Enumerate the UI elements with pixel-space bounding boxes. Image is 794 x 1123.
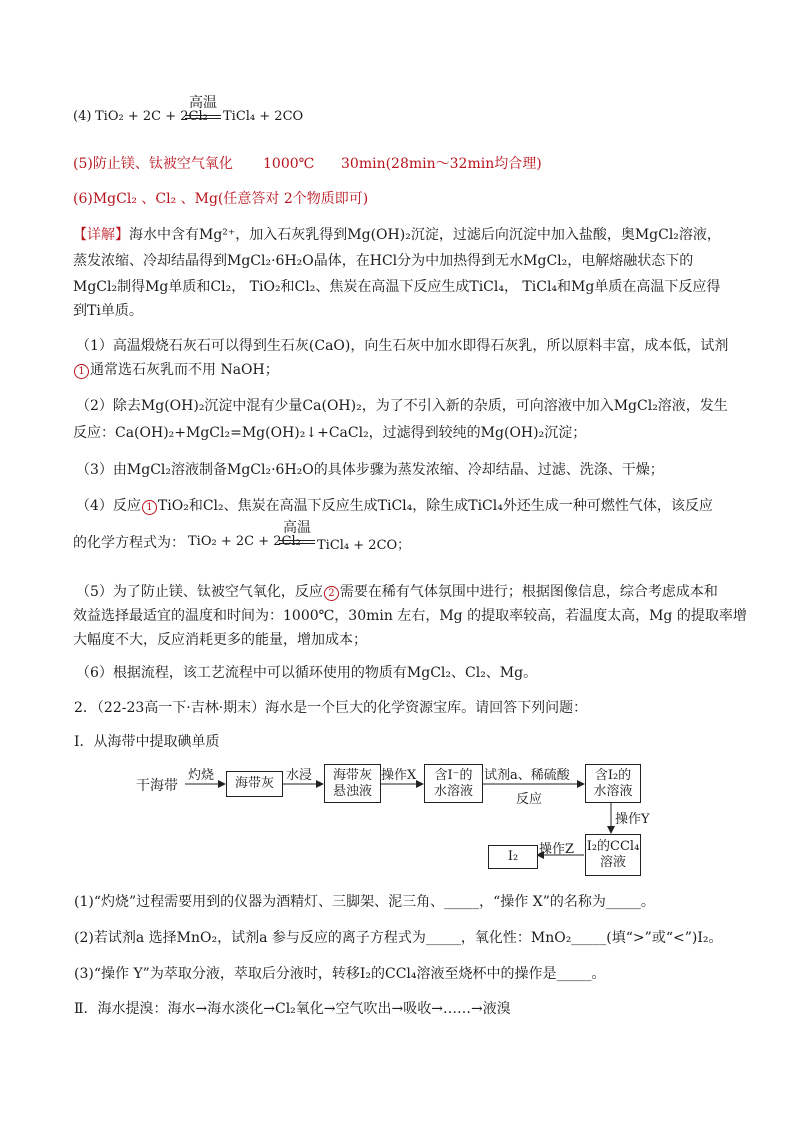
detail-text-1: 海水中含有Mg²⁺，加入石灰乳得到Mg(OH)₂沉淀，过滤后向沉淀中加入盐酸，奥MgCl₂溶液，: [129, 227, 721, 243]
flow-box-1-text: 海带灰: [234, 776, 274, 791]
flow-box-6-text: I₂: [507, 849, 519, 864]
explain-3: （3）由MgCl₂溶液制备MgCl₂·6H₂O的具体步骤为蒸发浓缩、冷却结晶、过滤、洗涤、干燥；: [76, 462, 664, 478]
detail-line-3: MgCl₂制得Mg单质和Cl₂， TiO₂和Cl₂、焦炭在高温下反应生成TiCl₄， TiCl₄和Mg单质在高温下反应得: [73, 279, 721, 295]
flow-arrow-label-2: 水浸: [286, 768, 313, 783]
flow-box-5-line-1: I₂的CCl₄: [586, 839, 640, 854]
flow-box-4-line-1: 含I₂的: [594, 767, 632, 783]
explain-6: （6）根据流程，该工艺流程中可以循环使用的物质有MgCl₂、Cl₂、Mg。: [76, 665, 538, 681]
answer-4-condition: 高温: [189, 95, 217, 111]
flow-box-4: [585, 764, 641, 803]
explain-5-line-3: 大幅度不大，反应消耗更多的能量，增加成本；: [73, 632, 367, 648]
flow-box-3-line-1: 含I⁻的: [434, 767, 473, 783]
explain-4-b: TiO₂和Cl₂、焦炭在高温下反应生成TiCl₄，除生成TiCl₄外还生成一种可燃性气体，该反应: [157, 498, 713, 514]
explain-4-a: （4）反应: [76, 498, 141, 514]
explain-4-right: TiCl₄ + 2CO；: [317, 538, 411, 553]
answer-5-b: 1000℃: [263, 156, 315, 172]
flow-box-5-line-2: 溶液: [599, 855, 626, 870]
explain-4-left: TiO₂ + 2C + 2Cl₂: [188, 534, 301, 549]
explain-5-b: 需要在稀有气体氛围中进行；根据图像信息，综合考虑成本和: [339, 584, 718, 600]
detail-line-4: 到Ti单质。: [73, 303, 143, 319]
flow-box-3: [424, 764, 483, 803]
flow-box-6: [488, 845, 538, 869]
detail-line-2: 蒸发浓缩、冷却结晶得到MgCl₂·6H₂O晶体，在HCl分为中加热得到无水MgCl₂，电解熔融状态下的: [73, 253, 694, 269]
detail-tag: 【详解】: [73, 227, 129, 243]
explain-1-line-1: （1）高温煅烧石灰石可以得到生石灰(CaO)，向生石灰中加水即得石灰乳，所以原料丰富，成本低，试剂: [76, 338, 729, 354]
explain-5-line-2: 效益选择最适宜的温度和时间为：1000℃，30min 左右，Mg 的提取率较高，若温度太高，Mg 的提取率增: [73, 608, 747, 624]
flow-arrow-label-1: 灼烧: [188, 768, 215, 783]
flow-box-2-line-1: 海带灰: [332, 767, 372, 783]
question-2-sub-1: (1)“灼烧”过程需要用到的仪器为酒精灯、三脚架、泥三角、_____，“操作 X”的名称为_____。: [74, 894, 655, 910]
flow-arrow-label-3: 操作X: [381, 768, 417, 783]
explain-1-text: 通常选石灰乳而不用 NaOH；: [90, 362, 279, 378]
explain-5-a: （5）为了防止镁、钛被空气氧化，反应: [76, 584, 323, 600]
circled-number-1b: 1: [142, 500, 157, 515]
flow-box-2: [324, 764, 381, 803]
question-2-part-1: Ⅰ．从海带中提取碘单质: [74, 734, 220, 750]
answer-4-right: TiCl₄ + 2CO: [223, 109, 304, 124]
answer-4-left: TiO₂ + 2C + 2Cl₂: [95, 109, 208, 124]
flow-arrow-label-4b: 反应: [516, 792, 543, 807]
explain-4-line-2: 的化学方程式为：: [73, 535, 185, 551]
flow-box-3-line-2: 水溶液: [433, 783, 473, 799]
flow-box-4-line-2: 水溶液: [593, 783, 633, 799]
flow-start: 干海带: [136, 778, 178, 794]
question-2-title: 2．（22-23高一下·吉林·期末）海水是一个巨大的化学资源宝库。请回答下列问题：: [74, 700, 588, 716]
explain-2-line-1: （2）除去Mg(OH)₂沉淀中混有少量Ca(OH)₂，为了不引入新的杂质，可向溶液中加入MgCl₂溶液，发生: [76, 398, 728, 414]
answer-4-prefix: (4): [73, 109, 92, 124]
flow-box-1: [226, 771, 283, 797]
flow-arrow-label-4a: 试剂a、稀硫酸: [484, 768, 570, 783]
circled-number-2: 2: [324, 586, 339, 601]
flow-box-5: [585, 834, 641, 876]
flow-arrow-label-6: 操作Z: [539, 842, 575, 857]
question-2-sub-3: (3)“操作 Y”为萃取分液，萃取后分液时，转移I₂的CCl₄溶液至烧杯中的操作是_____。: [74, 966, 606, 982]
circled-number-1: 1: [74, 364, 89, 379]
explain-2-line-2: 反应：Ca(OH)₂+MgCl₂=Mg(OH)₂↓+CaCl₂，过滤得到较纯的Mg(OH)₂沉淀；: [73, 425, 587, 441]
flow-arrow-label-5: 操作Y: [615, 812, 650, 827]
explain-4-condition: 高温: [283, 520, 311, 536]
answer-6: (6)MgCl₂ 、Cl₂ 、Mg(任意答对 2个物质即可): [73, 191, 369, 207]
question-2-sub-2: (2)若试剂a 选择MnO₂，试剂a 参与反应的离子方程式为_____，氧化性：MnO₂_____(填“>”或“<”)I₂。: [74, 930, 723, 946]
answer-5-c: 30min(28min～32min均合理): [341, 156, 542, 172]
answer-5-a: (5)防止镁、钛被空气氧化: [73, 156, 233, 172]
question-2-part-2: Ⅱ．海水提溴：海水→海水淡化→Cl₂氧化→空气吹出→吸收→……→液溴: [74, 1001, 511, 1017]
flow-box-2-line-2: 悬浊液: [332, 783, 372, 799]
